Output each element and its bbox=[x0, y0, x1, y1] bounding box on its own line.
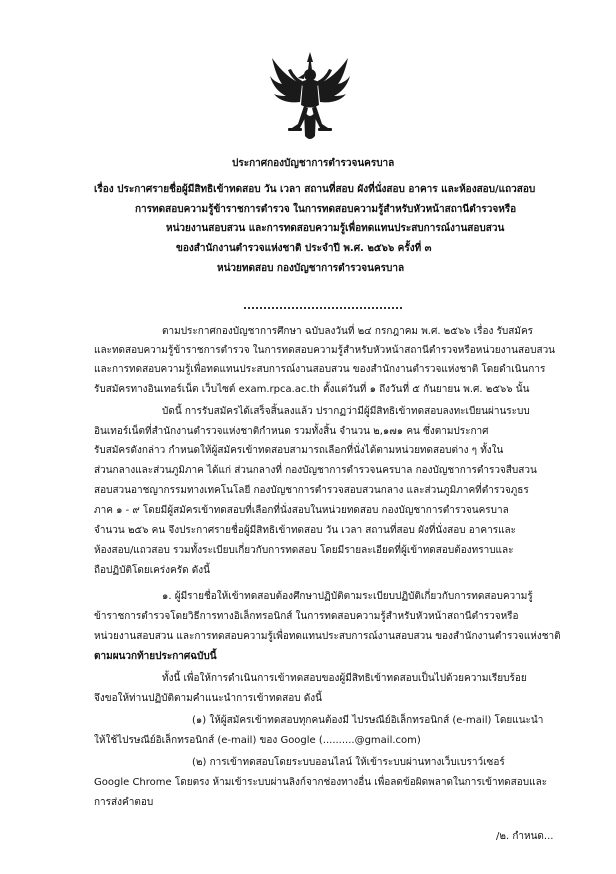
body-line: ภาค ๑ - ๙ โดยมีผู้สมัครเข้าทดสอบที่เลือกที่นั่งสอบในหน่วยทดสอบ กองบัญชาการตำรวจนครบาล bbox=[94, 505, 509, 516]
body-line: ห้องสอบ/แถวสอบ รวมทั้งระเบียบเกี่ยวกับการทดสอบ โดยมีรายละเอียดที่ผู้เข้าทดสอบต้องทราบและ bbox=[94, 545, 514, 556]
body-line: หน่วยงานสอบสวน และการทดสอบความรู้เพื่อทดแทนประสบการณ์งานสอบสวน ของสำนักงานตำรวจแห่งชาติ bbox=[94, 631, 561, 642]
body-line-emphasis: ตามผนวกท้ายประกาศฉบับนี้ bbox=[94, 651, 217, 662]
garuda-emblem-icon bbox=[268, 50, 352, 144]
body-line: รับสมัครดังกล่าว กำหนดให้ผู้สมัครเข้าทดสอบสามารถเลือกที่นั่งได้ตามหน่วยทดสอบต่าง ๆ ทั้งใน bbox=[94, 445, 504, 456]
body-line: ให้ใช้ไปรษณีย์อิเล็กทรอนิกส์ (e-mail) ของ Google (..........@gmail.com) bbox=[94, 735, 421, 746]
body-line: ถือปฏิบัติโดยเคร่งครัด ดังนี้ bbox=[94, 565, 210, 576]
subject-line: ของสำนักงานตำรวจแห่งชาติ ประจำปี พ.ศ. ๒๕๖๖ ครั้งที่ ๓ bbox=[176, 243, 432, 254]
subject-line: การทดสอบความรู้ข้าราชการตำรวจ ในการทดสอบความรู้สำหรับหัวหน้าสถานีตำรวจหรือ bbox=[135, 204, 517, 215]
body-line: Google Chrome โดยตรง ห้ามเข้าระบบผ่านลิงก์จากช่องทางอื่น เพื่อลดข้อผิดพลาดในการเข้าทดสอบและ bbox=[94, 777, 548, 788]
body-line: สอบสวนอาชญากรรมทางเทคโนโลยี กองบัญชาการตำรวจสอบสวนกลาง และส่วนภูมิภาคที่ตำรวจภูธร bbox=[94, 485, 529, 496]
body-line: จึงขอให้ท่านปฏิบัติตามคำแนะนำการเข้าทดสอบ ดังนี้ bbox=[94, 693, 322, 704]
body-line: ทั้งนี้ เพื่อให้การดำเนินการเข้าทดสอบของผู้มีสิทธิเข้าทดสอบเป็นไปด้วยความเรียบร้อย bbox=[162, 673, 527, 684]
separator-dots bbox=[244, 301, 402, 309]
subject-line: หน่วยงานสอบสวน และการทดสอบความรู้เพื่อทดแทนประสบการณ์งานสอบสวน bbox=[166, 223, 505, 234]
body-line: บัดนี้ การรับสมัครได้เสร็จสิ้นลงแล้ว ปรากฏว่ามีผู้มีสิทธิเข้าทดสอบลงทะเบียนผ่านระบบ bbox=[162, 406, 530, 417]
body-line: (๑) ให้ผู้สมัครเข้าทดสอบทุกคนต้องมี ไปรษณีย์อิเล็กทรอนิกส์ (e-mail) โดยแนะนำ bbox=[192, 715, 544, 726]
subject-line: เรื่อง ประกาศรายชื่อผู้มีสิทธิเข้าทดสอบ วัน เวลา สถานที่สอบ ผังที่นั่งสอบ อาคาร และห้องสอบ/แถวสอบ bbox=[94, 184, 536, 195]
body-line: จำนวน ๒๕๖ คน จึงประกาศรายชื่อผู้มีสิทธิเข้าทดสอบ วัน เวลา สถานที่สอบ ผังที่นั่งสอบ อาคารและ bbox=[94, 525, 517, 536]
body-line: รับสมัครทางอินเทอร์เน็ต เว็บไซต์ exam.rpca.ac.th ตั้งแต่วันที่ ๑ ถึงวันที่ ๕ กันยายน พ.ศ. ๒๕๖๖ นั้น bbox=[94, 384, 530, 395]
body-line: การส่งคำตอบ bbox=[94, 797, 154, 808]
body-line: (๒) การเข้าทดสอบโดยระบบออนไลน์ ให้เข้าระบบผ่านทางเว็บเบราว์เซอร์ bbox=[192, 757, 505, 768]
subject-line: หน่วยทดสอบ กองบัญชาการตำรวจนครบาล bbox=[217, 263, 405, 274]
body-line: และทดสอบความรู้ข้าราชการตำรวจ ในการทดสอบความรู้สำหรับหัวหน้าสถานีตำรวจหรือหน่วยงานสอบสวน bbox=[94, 345, 556, 356]
body-line: ตามประกาศกองบัญชาการศึกษา ฉบับลงวันที่ ๒๔ กรกฎาคม พ.ศ. ๒๕๖๖ เรื่อง รับสมัคร bbox=[162, 326, 534, 337]
body-line: ๑. ผู้มีรายชื่อให้เข้าทดสอบต้องศึกษาปฏิบัติตามระเบียบปฏิบัติเกี่ยวกับการทดสอบความรู้ bbox=[162, 591, 533, 602]
body-line: และการทดสอบความรู้เพื่อทดแทนประสบการณ์งานสอบสวน ของสำนักงานตำรวจแห่งชาติ โดยดำเนินการ bbox=[94, 364, 546, 375]
body-line: ส่วนกลางและส่วนภูมิภาค ได้แก่ ส่วนกลางที่ กองบัญชาการตำรวจนครบาล กองบัญชาการตำรวจสืบสวน bbox=[94, 465, 537, 476]
body-line: อินเทอร์เน็ตที่สำนักงานตำรวจแห่งชาติกำหนด รวมทั้งสิ้น จำนวน ๒,๑๗๑ คน ซึ่งตามประกาศ bbox=[94, 426, 489, 437]
body-line: ข้าราชการตำรวจโดยวิธีการทางอิเล็กทรอนิกส์ ในการทดสอบความรู้สำหรับหัวหน้าสถานีตำรวจหรือ bbox=[94, 611, 519, 622]
page-continuation: /๒. กำหนด... bbox=[496, 831, 554, 842]
document-title: ประกาศกองบัญชาการตำรวจนครบาล bbox=[232, 158, 395, 169]
